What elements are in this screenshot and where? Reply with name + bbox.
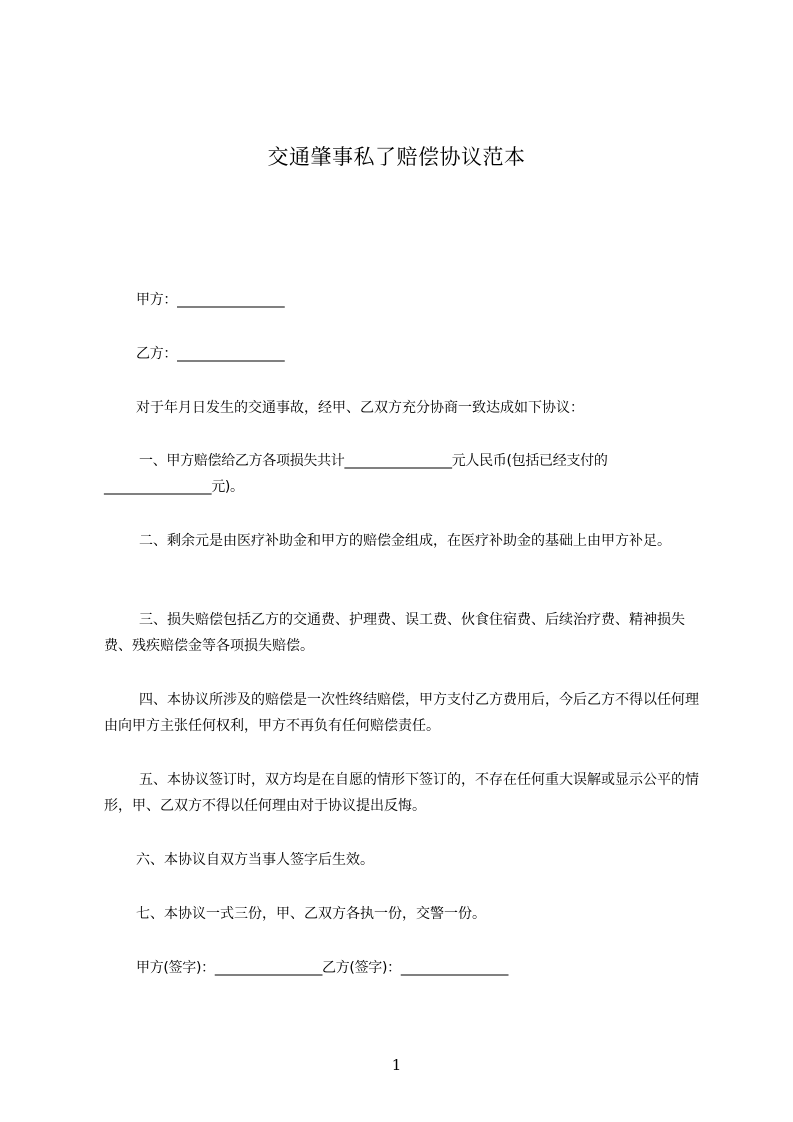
- clause-6: 六、本协议自双方当事人签字后生效。: [136, 852, 374, 868]
- clause-2: 二、剩余元是由医疗补助金和甲方的赔偿金组成，在医疗补助金的基础上由甲方补足。: [139, 533, 671, 549]
- clause-4: 四、本协议所涉及的赔偿是一次性终结赔偿，甲方支付乙方费用后，今后乙方不得以任何理由向甲方主张任何权利，甲方不再负有任何赔偿责任。: [104, 692, 699, 734]
- clause-1: 一、甲方赔偿给乙方各项损失共计________________元人民币(包括已经支付的________________元)。: [104, 453, 608, 495]
- party-b-line: 乙方：________________: [136, 346, 285, 362]
- clause-5: 五、本协议签订时，双方均是在自愿的情形下签订的，不存在任何重大误解或显示公平的情形，甲、乙双方不得以任何理由对于协议提出反悔。: [104, 772, 699, 814]
- clause-7: 七、本协议一式三份，甲、乙双方各执一份，交警一份。: [136, 906, 486, 922]
- intro-paragraph: 对于年月日发生的交通事故，经甲、乙双方充分协商一致达成如下协议：: [136, 400, 584, 416]
- page-number: 1: [391, 1056, 402, 1074]
- party-a-line: 甲方：________________: [136, 292, 285, 308]
- document-title: 交通肇事私了赔偿协议范本: [267, 145, 526, 169]
- signature-line: 甲方(签字)：________________乙方(签字)：________________: [136, 960, 509, 976]
- clause-3: 三、损失赔偿包括乙方的交通费、护理费、误工费、伙食住宿费、后续治疗费、精神损失费、残疾赔偿金等各项损失赔偿。: [104, 612, 685, 654]
